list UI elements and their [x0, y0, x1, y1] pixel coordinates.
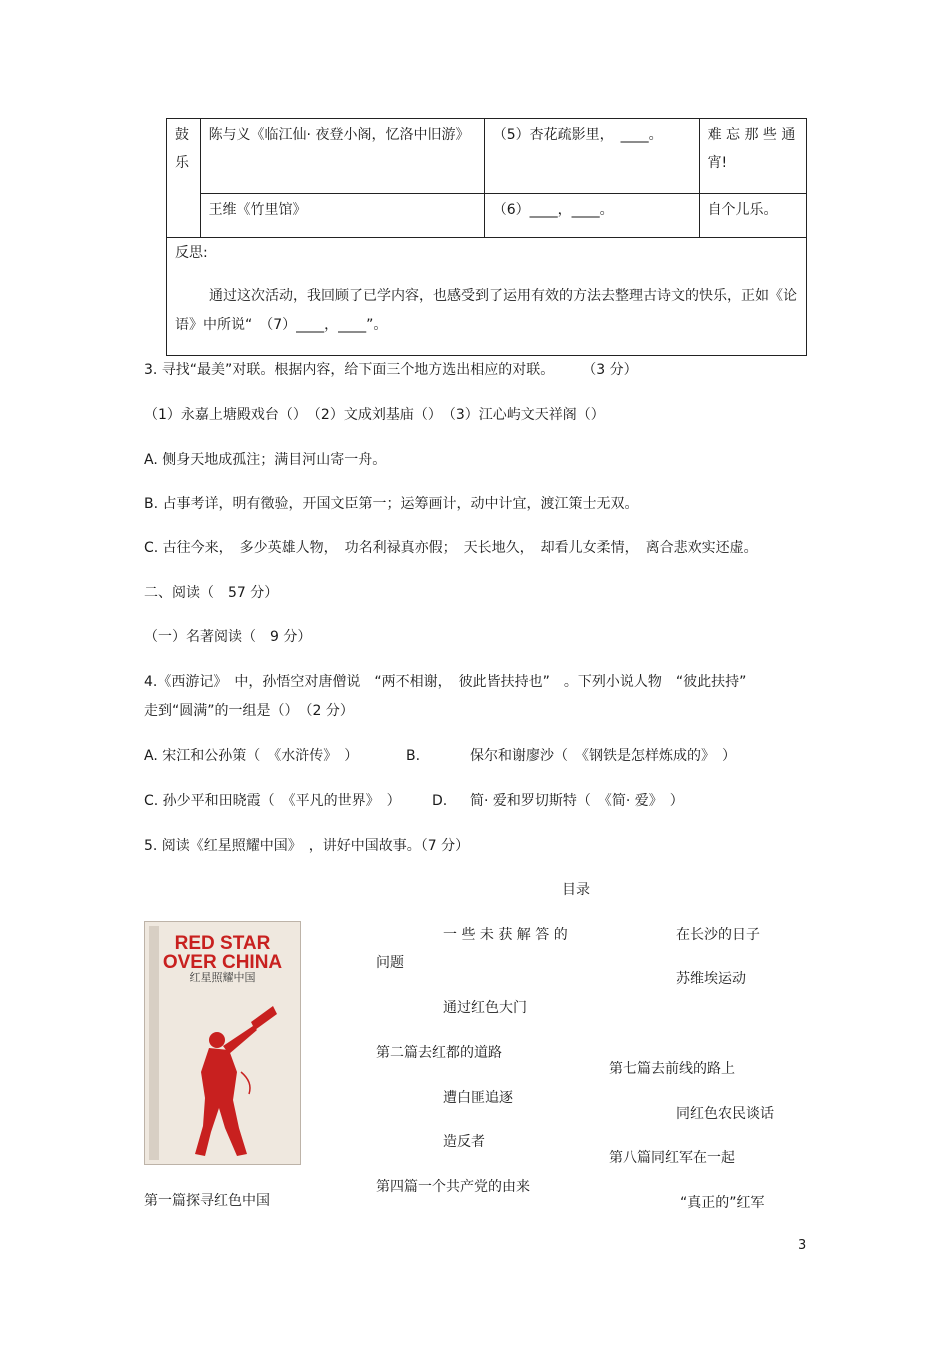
- reflection-cell: [167, 238, 807, 356]
- question-3-option-a: A. 侧身天地成孤注；满目河山寄一舟。: [144, 452, 387, 468]
- note-cell: 自个儿乐。: [699, 194, 806, 238]
- section-2-heading: 二、阅读（ 57 分）: [144, 585, 279, 601]
- page-number: 3: [798, 1238, 807, 1253]
- toc-entry: 第四篇一个共产党的由来: [376, 1179, 530, 1195]
- toc-entry: 第七篇去前线的路上: [609, 1061, 735, 1077]
- note-cell: 难 忘 那 些 通 宵!: [699, 119, 806, 194]
- bugler-silhouette-icon: [145, 922, 301, 1165]
- toc-entry: 遭白匪追逐: [443, 1090, 513, 1106]
- reflection-text: 通过这次活动，我回顾了已学内容，也感受到了运用有效的方法去整理古诗文的快乐，正如《论语》中所说“ （7）____，____”。: [175, 288, 797, 333]
- question-3-option-c: C. 古往今来， 多少英雄人物， 功名利禄真亦假； 天长地久， 却看儿女柔情， 离合悲欢实还虚。: [144, 540, 758, 556]
- question-4-option-d: 简· 爱和罗切斯特（ 《简· 爱》 ）: [470, 793, 684, 809]
- toc-entry: 问题: [376, 955, 404, 971]
- poem-table: [166, 118, 807, 356]
- question-4-option-b-label: B.: [406, 748, 421, 764]
- poem-title-cell: 陈与义《临江仙· 夜登小阁，忆洛中旧游》: [200, 119, 484, 194]
- question-5-stem: 5. 阅读《红星照耀中国》 ，讲好中国故事。（7 分）: [144, 838, 470, 854]
- toc-part-1: 第一篇探寻红色中国: [144, 1193, 270, 1209]
- question-4-option-a: A. 宋江和公孙策（ 《水浒传》 ）: [144, 748, 359, 764]
- toc-entry: 造反者: [443, 1134, 485, 1150]
- toc-entry: 一 些 未 获 解 答 的: [443, 927, 568, 943]
- toc-entry: 苏维埃运动: [676, 971, 746, 987]
- category-cell: [167, 119, 201, 238]
- toc-entry: 同红色农民谈话: [676, 1106, 774, 1122]
- toc-entry: 通过红色大门: [443, 1000, 527, 1016]
- book-title-en-line-2: OVER CHINA: [162, 952, 283, 973]
- question-4-line-2: 走到“圆满”的一组是（） （2 分）: [144, 703, 354, 719]
- book-title-chinese: 红星照耀中国: [189, 971, 256, 984]
- subsection-1-heading: （一）名著阅读（ 9 分）: [144, 629, 312, 645]
- question-4-line-1: 4.《西游记》 中，孙悟空对唐僧说 “两不相谢， 彼此皆扶持也” 。下列小说人物 “彼此扶持”: [144, 674, 747, 690]
- question-3-stem: 3. 寻找“最美”对联。根据内容，给下面三个地方选出相应的对联。 （3 分）: [144, 362, 638, 378]
- toc-title: 目录: [562, 882, 590, 898]
- book-title-en-line-1: RED STAR: [174, 933, 271, 954]
- poem-line-cell: （5）杏花疏影里， ____。: [484, 119, 699, 194]
- question-4-option-d-label: D.: [432, 793, 448, 809]
- toc-entry: “真正的”红军: [680, 1195, 765, 1211]
- question-4-option-c: C. 孙少平和田晓霞（ 《平凡的世界》 ）: [144, 793, 401, 809]
- reflection-label: 反思:: [175, 245, 208, 261]
- category-text: 鼓乐: [175, 127, 189, 171]
- question-4-option-b: 保尔和谢廖沙（ 《钢铁是怎样炼成的》 ）: [470, 748, 736, 764]
- book-cover-image: [144, 921, 301, 1165]
- toc-entry: 第八篇同红军在一起: [609, 1150, 735, 1166]
- question-3-places: （1）永嘉上塘殿戏台（） （2）文成刘基庙（） （3）江心屿文天祥阁（）: [144, 407, 605, 423]
- question-3-option-b: B. 占事考详，明有徵验，开国文臣第一；运筹画计，动中计宜，渡江策士无双。: [144, 496, 639, 512]
- toc-entry: 在长沙的日子: [676, 927, 760, 943]
- toc-entry: 第二篇去红都的道路: [376, 1045, 502, 1061]
- poem-line-cell: （6）____，____。: [484, 194, 699, 238]
- poem-title-cell: 王维《竹里馆》: [200, 194, 484, 238]
